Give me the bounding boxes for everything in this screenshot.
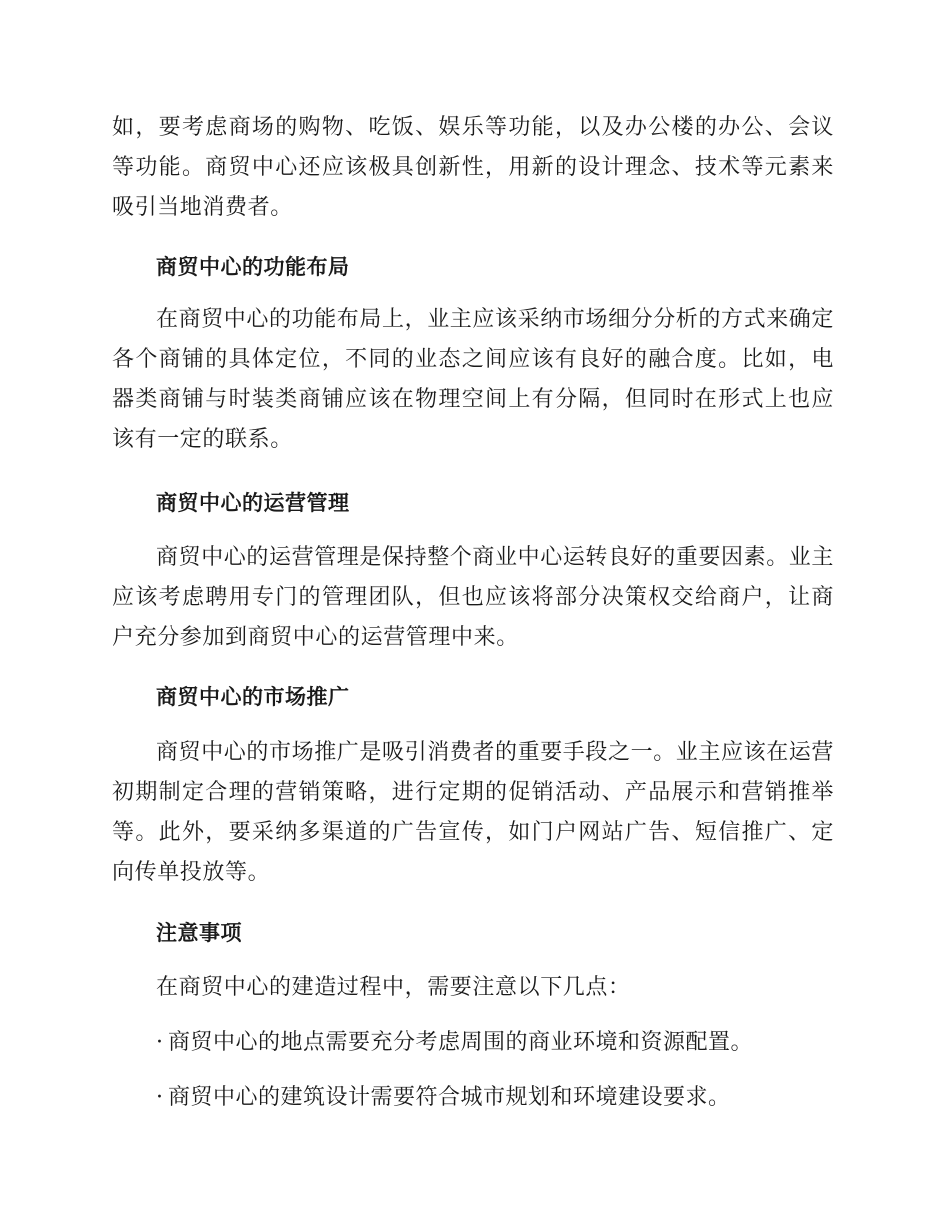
bullet-text: 商贸中心的地点需要充分考虑周围的商业环境和资源配置。: [168, 1030, 754, 1055]
section-heading-layout: 商贸中心的功能布局: [156, 255, 350, 279]
intro-paragraph: 如，要考虑商场的购物、吃饭、娱乐等功能，以及办公楼的办公、会议等功能。商贸中心还应该极具创新性，用新的设计理念、技术等元素来吸引当地消费者。: [112, 115, 834, 220]
bullet-item: [156, 1028, 836, 1058]
section-heading-operation: 商贸中心的运营管理: [156, 491, 350, 515]
marketing-paragraph: 商贸中心的市场推广是吸引消费者的重要手段之一。业主应该在运营初期制定合理的营销策略，进行定期的促销活动、产品展示和营销推举等。此外，要采纳多渠道的广告宣传，如门户网站广告、短信推广、定向传单投放等。: [112, 740, 835, 885]
bullet-marker: ·: [156, 1030, 164, 1055]
section-heading-marketing: 商贸中心的市场推广: [156, 685, 350, 709]
layout-paragraph: 在商贸中心的功能布局上，业主应该采纳市场细分分析的方式来确定各个商铺的具体定位，不同的业态之间应该有良好的融合度。比如，电器类商铺与时装类商铺应该在物理空间上有分隔，但同时在形式上也应该有一定的联系。: [112, 307, 835, 452]
bullet-text: 商贸中心的建筑设计需要符合城市规划和环境建设要求。: [168, 1085, 731, 1110]
notes-intro-line: 在商贸中心的建造过程中，需要注意以下几点：: [156, 975, 631, 1000]
bullet-item: [156, 1083, 836, 1113]
section-heading-notes: 注意事项: [156, 921, 242, 945]
operation-paragraph: 商贸中心的运营管理是保持整个商业中心运转良好的重要因素。业主应该考虑聘用专门的管理团队，但也应该将部分决策权交给商户，让商户充分参加到商贸中心的运营管理中来。: [112, 545, 835, 650]
bullet-marker: ·: [156, 1085, 164, 1110]
